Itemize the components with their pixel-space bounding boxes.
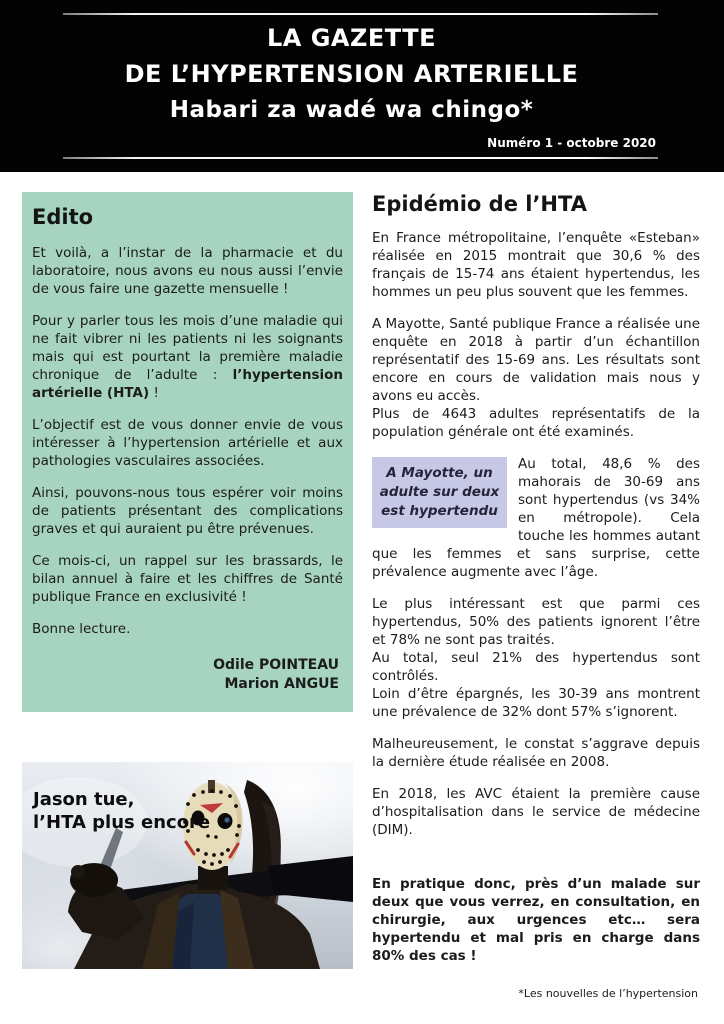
- signature-author-2: Marion ANGUE: [224, 676, 339, 692]
- eye-glint: [224, 817, 229, 822]
- footnote: *Les nouvelles de l’hypertension: [518, 987, 698, 1000]
- jason-photo: [22, 762, 353, 969]
- mask-nostril: [206, 834, 210, 838]
- edito-paragraph-2-bold: l’hypertension artérielle (HTA): [32, 367, 343, 401]
- mask-nostril: [214, 835, 218, 839]
- edito-paragraph-2-text: Pour y parler tous les mois d’une maladie qui ne fait vibrer ni les patients ni les soignants mais qui est pourtant la première maladie chronique de l’adulte :: [32, 313, 343, 383]
- epidemio-paragraph-5: Malheureusement, le constat s’aggrave depuis la dernière étude réalisée en 2008.: [372, 736, 700, 770]
- right-column: [372, 192, 700, 979]
- callout-paragraph-row: [372, 455, 700, 581]
- edito-paragraph-3: L’objectif est de vous donner envie de vous intéresser à l’hypertension artérielle et aux pathologies vasculaires associées.: [32, 417, 343, 469]
- fist-thumb: [71, 865, 85, 879]
- epidemio-paragraph-1: En France métropolitaine, l’enquête «Esteban» réalisée en 2015 montrait que 30,6 % des français de 15-74 ans étaient hypertendus, les hommes un peu plus souvent que les femmes.: [372, 230, 700, 300]
- masthead-top-rule: [63, 13, 658, 15]
- masthead-bottom-rule: [63, 157, 658, 159]
- signature-block: [32, 656, 343, 694]
- epidemio-paragraph-6: En 2018, les AVC étaient la première cause d’hospitalisation dans le service de médecine (DIM).: [372, 786, 700, 838]
- issue-date: Numéro 1 - octobre 2020: [487, 136, 656, 150]
- edito-paragraph-1: Et voilà, a l’instar de la pharmacie et du laboratoire, nous avons eu nous aussi l’envie de vous faire une gazette mensuelle !: [32, 245, 343, 297]
- edito-heading: Edito: [32, 205, 94, 229]
- photo-caption-line1: Jason tue,: [33, 789, 135, 810]
- edito-paragraph-2-suffix: !: [149, 385, 159, 401]
- photo-caption-line2: l’HTA plus encore: [33, 812, 211, 833]
- edito-paragraph-2: [32, 312, 343, 402]
- epidemio-paragraph-4b: Au total, seul 21% des hypertendus sont contrôlés.: [372, 650, 700, 684]
- left-column: [22, 192, 353, 969]
- epidemio-heading: Epidémio de l’HTA: [372, 192, 587, 216]
- epidemio-paragraph-4c: Loin d’être épargnés, les 30-39 ans montrent une prévalence de 32% dont 57% s’ignorent.: [372, 686, 700, 720]
- epidemio-paragraph-3: Au total, 48,6 % des mahorais de 30-69 ans sont hypertendus (vs 34% en métropole). Cela touche les hommes autant que les femmes et sans surprise, cette prévalence augmente avec l’âge.: [372, 456, 700, 580]
- epidemio-paragraph-2a: A Mayotte, Santé publique France a réalisée une enquête en 2018 à partir d’un échantillon représentatif des 15-69 ans. Les résultats sont encore en cours de validation mais nous y avons eu accès.: [372, 316, 700, 404]
- edito-paragraph-5: Ce mois-ci, un rappel sur les brassards, le bilan annuel à faire et les chiffres de Santé publique France en exclusivité !: [32, 553, 343, 605]
- edito-paragraph-4: Ainsi, pouvons-nous tous espérer voir moins de patients présentant des complications graves et qui auraient pu être prévenues.: [32, 485, 343, 537]
- epidemio-paragraph-4a: Le plus intéressant est que parmi ces hypertendus, 50% des patients ignorent l’être et 78% ne sont pas traités.: [372, 596, 700, 648]
- masthead-titles: [45, 20, 658, 128]
- edito-closing: Bonne lecture.: [32, 621, 131, 637]
- newsletter-subtitle: Habari za wadé wa chingo*: [169, 97, 534, 123]
- callout-box: A Mayotte, un adulte sur deux est hypertendu: [372, 457, 507, 528]
- masthead: [0, 0, 724, 172]
- newsletter-title-line1: LA GAZETTE: [267, 24, 436, 52]
- epidemio-paragraph-2b: Plus de 4643 adultes représentatifs de la population générale ont été examinés.: [372, 406, 700, 440]
- newsletter-title-line2: DE L’HYPERTENSION ARTERIELLE: [124, 60, 579, 88]
- edito-section: [22, 192, 353, 712]
- photo-caption: [33, 788, 210, 834]
- epidemio-conclusion: En pratique donc, près d’un malade sur deux que vous verrez, en consultation, en chirurgie, aux urgences etc… sera hypertendu et mal pris en charge dans 80% des cas !: [372, 876, 700, 964]
- page-body: [0, 172, 724, 979]
- signature-author-1: Odile POINTEAU: [213, 657, 339, 673]
